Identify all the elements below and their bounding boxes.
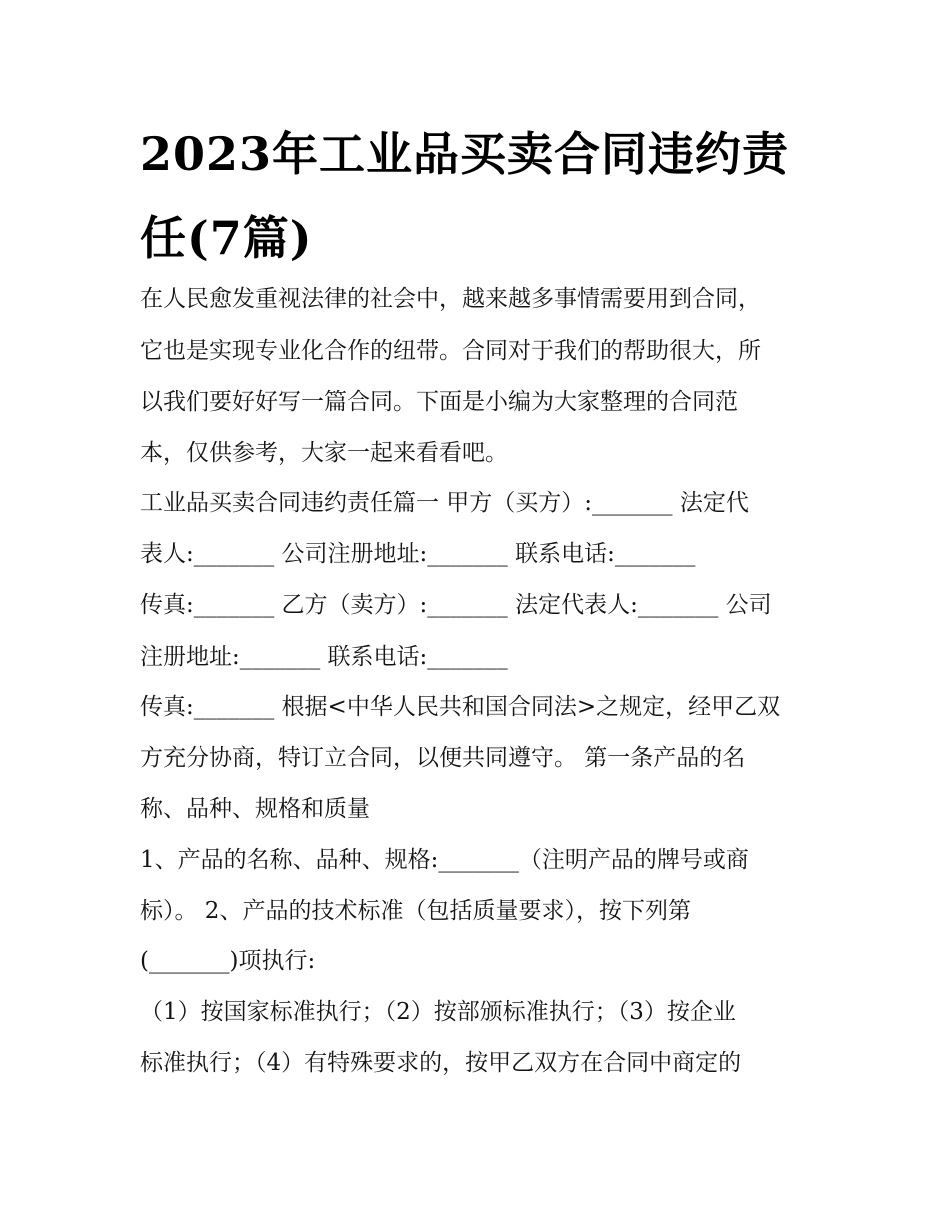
title-line-1: 2023年工业品买卖合同违约责 xyxy=(140,127,790,181)
body-line-8: 注册地址:_______ 联系电话:_______ xyxy=(140,644,508,670)
body-line-13: 标）。 2、产品的技术标准（包括质量要求），按下列第 xyxy=(140,898,691,924)
body-line-11: 称、品种、规格和质量 xyxy=(140,796,370,822)
document-title xyxy=(140,112,820,280)
body-line-4: 本，仅供参考，大家一起来看看吧。 xyxy=(140,440,508,466)
body-line-15: （1）按国家标准执行；（2）按部颁标准执行；（3）按企业 xyxy=(140,999,736,1025)
body-line-12: 1、产品的名称、品种、规格:_______（注明产品的牌号或商 xyxy=(140,847,749,873)
body-line-9: 传真:_______ 根据<中华人民共和国合同法>之规定，经甲乙双 xyxy=(140,694,781,720)
body-line-7: 传真:_______ 乙方（卖方）:_______ 法定代表人:_______ 公司 xyxy=(140,592,772,618)
title-line-2: 任(7篇) xyxy=(140,211,313,265)
body-line-14: (_______)项执行: xyxy=(140,948,316,974)
body-line-16: 标准执行；（4）有特殊要求的，按甲乙双方在合同中商定的 xyxy=(140,1050,742,1076)
body-line-2: 它也是实现专业化合作的纽带。合同对于我们的帮助很大，所 xyxy=(140,338,761,364)
body-line-1: 在人民愈发重视法律的社会中，越来越多事情需要用到合同， xyxy=(140,286,761,312)
body-line-6: 表人:_______ 公司注册地址:_______ 联系电话:_______ xyxy=(140,541,696,567)
body-line-3: 以我们要好好写一篇合同。下面是小编为大家整理的合同范 xyxy=(140,389,738,415)
body-line-10: 方充分协商，特订立合同，以便共同遵守。 第一条产品的名 xyxy=(140,745,746,771)
body-line-5: 工业品买卖合同违约责任篇一 甲方（买方）:_______ 法定代 xyxy=(140,490,749,516)
